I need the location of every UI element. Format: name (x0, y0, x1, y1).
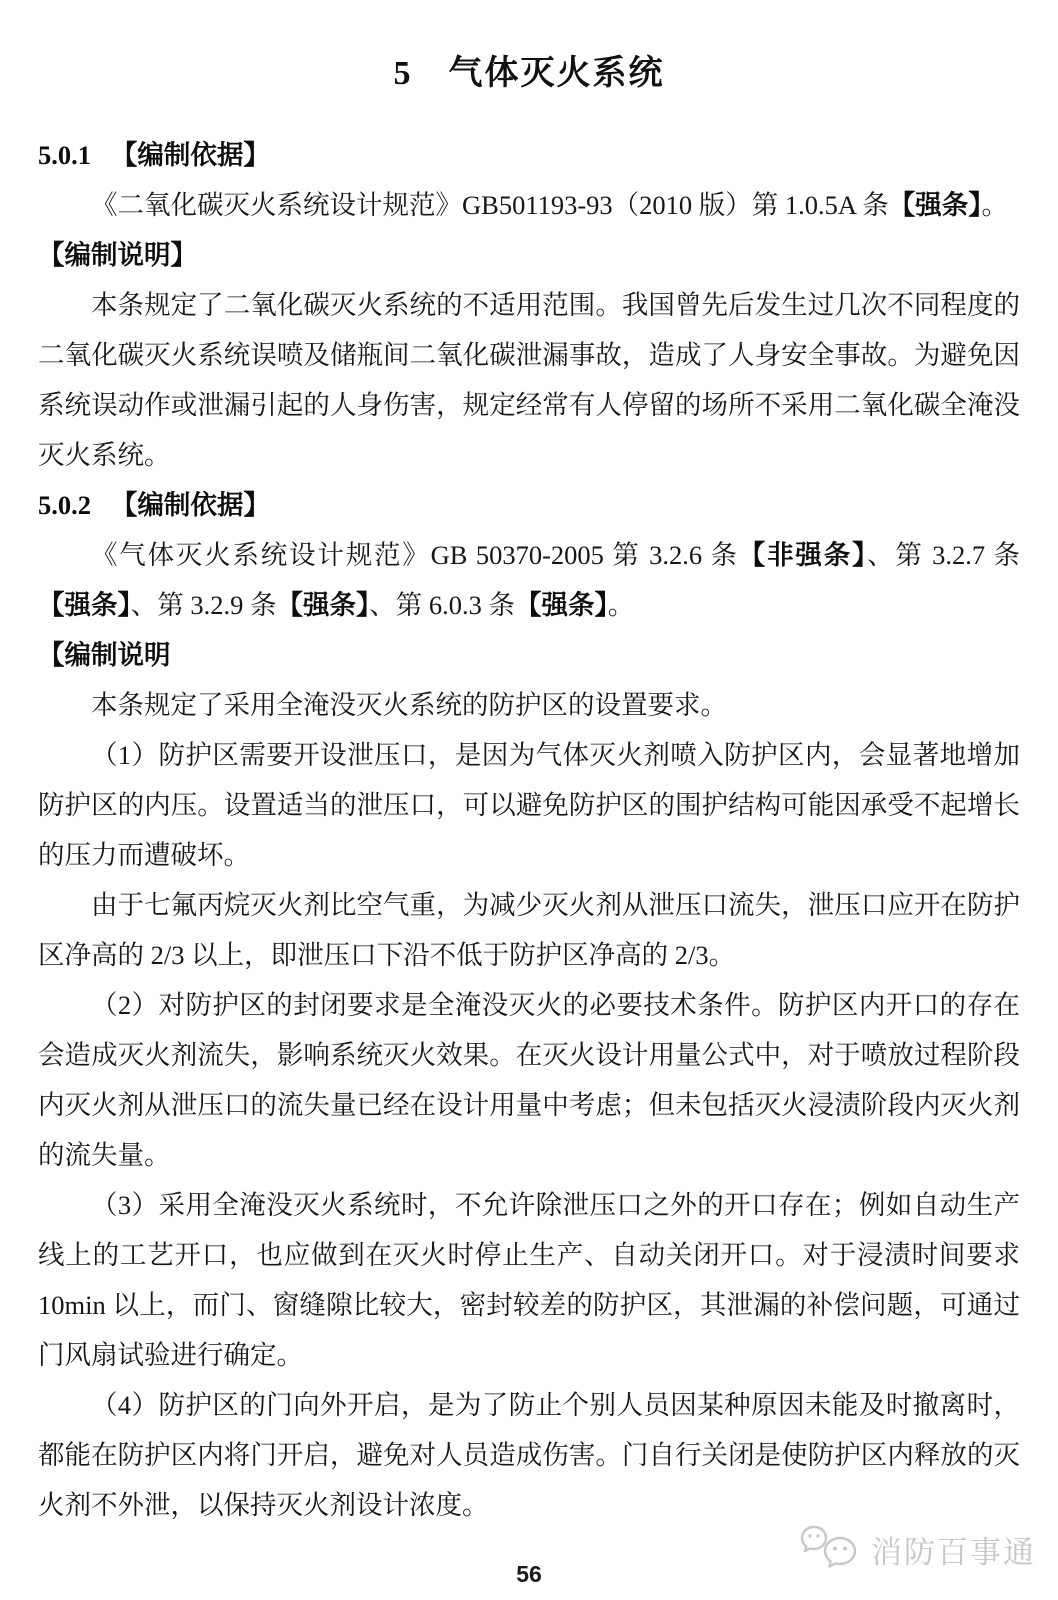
paragraph: 本条规定了采用全淹没灭火系统的防护区的设置要求。 (91, 690, 727, 720)
section-heading: 5.0.2 【编制依据】 (38, 490, 270, 520)
page-number: 56 (516, 1561, 542, 1587)
document-body (38, 130, 1020, 1530)
section-heading: 5.0.1 【编制依据】 (38, 140, 270, 170)
label-line: 【编制说明】 (38, 240, 197, 270)
paragraph: 由于七氟丙烷灭火剂比空气重，为减少灭火剂从泄压口流失，泄压口应开在防护区净高的 2/3 以上，即泄压口下沿不低于防护区净高的 2/3。 (38, 890, 1020, 970)
label-line: 【编制说明 (38, 640, 171, 670)
page-title: 5 气体灭火系统 (393, 55, 665, 92)
paragraph: 本条规定了二氧化碳灭火系统的不适用范围。我国曾先后发生过几次不同程度的二氧化碳灭火系统误喷及储瓶间二氧化碳泄漏事故，造成了人身安全事故。为避免因系统误动作或泄漏引起的人身伤害，规定经常有人停留的场所不采用二氧化碳全淹没灭火系统。 (38, 290, 1020, 470)
paragraph: （1）防护区需要开设泄压口，是因为气体灭火剂喷入防护区内，会显著地增加防护区的内压。设置适当的泄压口，可以避免防护区的围护结构可能因承受不起增长的压力而遭破坏。 (38, 740, 1020, 870)
paragraph: （3）采用全淹没灭火系统时，不允许除泄压口之外的开口存在；例如自动生产线上的工艺开口，也应做到在灭火时停止生产、自动关闭开口。对于浸渍时间要求 10min 以上，而门、窗缝隙比较大，密封较差的防护区，其泄漏的补偿问题，可通过门风扇试验进行确定。 (38, 1190, 1020, 1370)
paragraph: 《气体灭火系统设计规范》GB 50370-2005 第 3.2.6 条【非强条】、第 3.2.7 条【强条】、第 3.2.9 条【强条】、第 6.0.3 条【强条】。 (38, 540, 1021, 620)
paragraph: 《二氧化碳灭火系统设计规范》GB501193-93（2010 版）第 1.0.5A 条【强条】。 (91, 190, 1008, 220)
watermark-label: 消防百事通 (871, 1534, 1036, 1570)
paragraph: （2）对防护区的封闭要求是全淹没灭火的必要技术条件。防护区内开口的存在会造成灭火剂流失，影响系统灭火效果。在灭火设计用量公式中，对于喷放过程阶段内灭火剂从泄压口的流失量已经在设计用量中考虑；但未包括灭火浸渍阶段内灭火剂的流失量。 (38, 990, 1020, 1170)
paragraph: （4）防护区的门向外开启，是为了防止个别人员因某种原因未能及时撤离时，都能在防护区内将门开启，避免对人员造成伤害。门自行关闭是使防护区内释放的灭火剂不外泄，以保持灭火剂设计浓度。 (38, 1390, 1020, 1520)
